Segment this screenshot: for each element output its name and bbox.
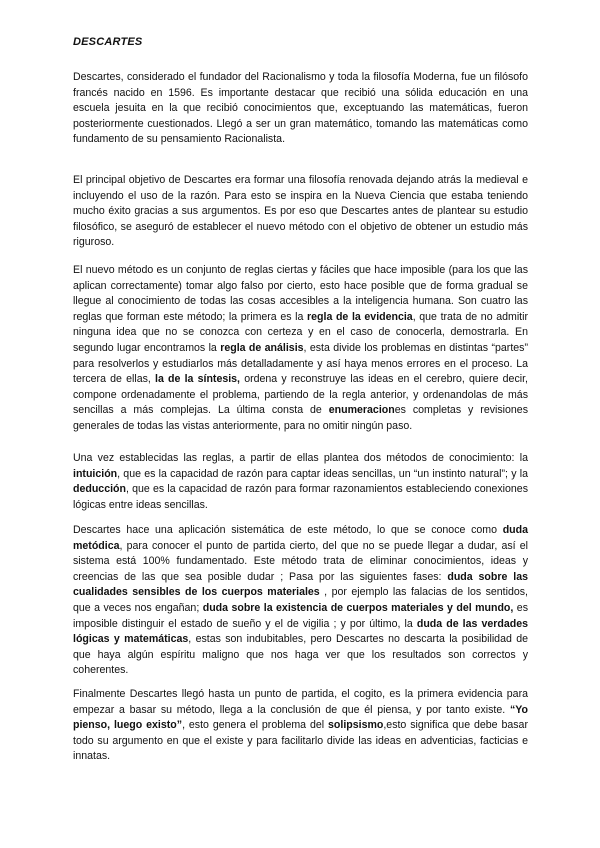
bold-term: “Yo pienso, luego existo”	[73, 703, 528, 732]
text-run: , esto genera el problema del	[182, 719, 329, 732]
text-run: ,esto significa que debe basar todo su argumento en que el existe y para facilitarlo divide las ideas en adventicias, facticias e innatas.	[73, 719, 528, 763]
bold-term: deducción	[73, 483, 126, 496]
text-run: Una vez establecidas las reglas, a partir de ellas plantea dos métodos de conocimiento: la	[73, 452, 528, 464]
paragraph-1	[73, 70, 528, 148]
bold-term: regla de análisis	[220, 341, 304, 354]
document-title: DESCARTES	[73, 36, 143, 48]
bold-term: duda metódica	[73, 524, 528, 552]
text-run: , que es la capacidad de razón para captar ideas sencillas, un “un instinto natural”; y la	[117, 467, 528, 480]
paragraph-6	[73, 687, 528, 765]
paragraph-2	[73, 173, 528, 251]
bold-term: intuición	[73, 467, 118, 480]
bold-term: regla de la evidencia	[307, 310, 413, 323]
bold-term: duda de las verdades lógicas y matemáticas	[73, 617, 528, 646]
text-run: , que es la capacidad de razón para formar razonamientos estableciendo conexiones lógicas entre ideas sencillas.	[73, 483, 528, 511]
text-run: es completas y revisiones generales de todas las vistas anteriormente, para no omitir ningún paso.	[73, 404, 528, 432]
text-run: , que trata de no admitir ninguna idea que no se conozca con certeza y en el caso de conocerla, demostrarla. En segundo lugar encontramos la	[73, 310, 528, 354]
text-run: ordena y reconstruye las ideas en el cerebro, quiere decir, compone ordenadamente el problema, partiendo de la regla anterior, y ordenandolas de más sencillas a más complejas. La última consta de	[73, 373, 528, 417]
bold-term: enumeracion	[328, 404, 395, 417]
bold-term: la de la síntesis,	[155, 373, 241, 386]
paragraph-3	[73, 263, 528, 435]
bold-term: duda sobre la existencia de cuerpos materiales y del mundo,	[202, 601, 514, 614]
text-run: El principal objetivo de Descartes era formar una filosofía renovada dejando atrás la medieval e incluyendo el uso de la razón. Para esto se inspira en la Nueva Ciencia que estaba teniendo mucho éxito gracias a sus argumentos. Es por eso que Descartes antes de plantear su estudio filosófico, se aseguró de establecer el nuevo método con el objetivo de obtener un estudio más riguroso.	[73, 174, 528, 249]
text-run: El nuevo método es un conjunto de reglas ciertas y fáciles que hace imposible (para los que las aplican correctamente) tomar algo falso por cierto, esto hace posible que de forma gradual se llegue al conocimiento de todas las cosas accesibles a la inteligencia humana. Son cuatro las reglas que forman este método; la primera es la	[73, 264, 528, 323]
text-run: Finalmente Descartes llegó hasta un punto de partida, el cogito, es la primera evidencia para empezar a basar su método, llega a la conclusión de que él piensa, y por tanto existe.	[73, 688, 528, 716]
text-run: Descartes hace una aplicación sistemática de este método, lo que se conoce como	[73, 524, 503, 536]
text-run: es imposible distinguir el estado de sueño y el de vigilia ; y por último, la	[73, 601, 528, 630]
text-run: , por ejemplo las falacias de los sentidos, que a veces nos engañan;	[73, 586, 529, 614]
text-run: , para conocer el punto de partida cierto, del que no se puede llegar a dudar, así el sistema está 100% fundamentado. Este método trata de eliminar conocimientos, ideas y creencias de las que sea posible dudar ; Pasa por las siguientes fases:	[73, 539, 528, 583]
paragraph-5	[73, 523, 528, 679]
text-run: , esta divide los problemas en distintas “partes” para resolverlos y estudiarlos más detalladamente y así haya menos errores en el proceso. La tercera de ellas,	[73, 341, 528, 386]
paragraph-4	[73, 451, 528, 513]
bold-term: duda sobre las cualidades sensibles de los cuerpos materiales	[73, 570, 528, 599]
bold-term: solipsismo	[328, 719, 384, 732]
text-run: , estas son indubitables, pero Descartes no descarta la posibilidad de que haya algún espíritu maligno que nos haga ver que los resultados son correctos y coherentes.	[73, 633, 528, 677]
text-run: Descartes, considerado el fundador del Racionalismo y toda la filosofía Moderna, fue un filósofo francés nacido en 1596. Es importante destacar que recibió una sólida educación en una escuela jesuita en la que recibió conocimientos que, exceptuando las matemáticas, fueron posteriormente cuestionados. Llegó a ser un gran matemático, tomando las matemáticas como fundamento de su pensamiento Racionalista.	[73, 71, 528, 146]
